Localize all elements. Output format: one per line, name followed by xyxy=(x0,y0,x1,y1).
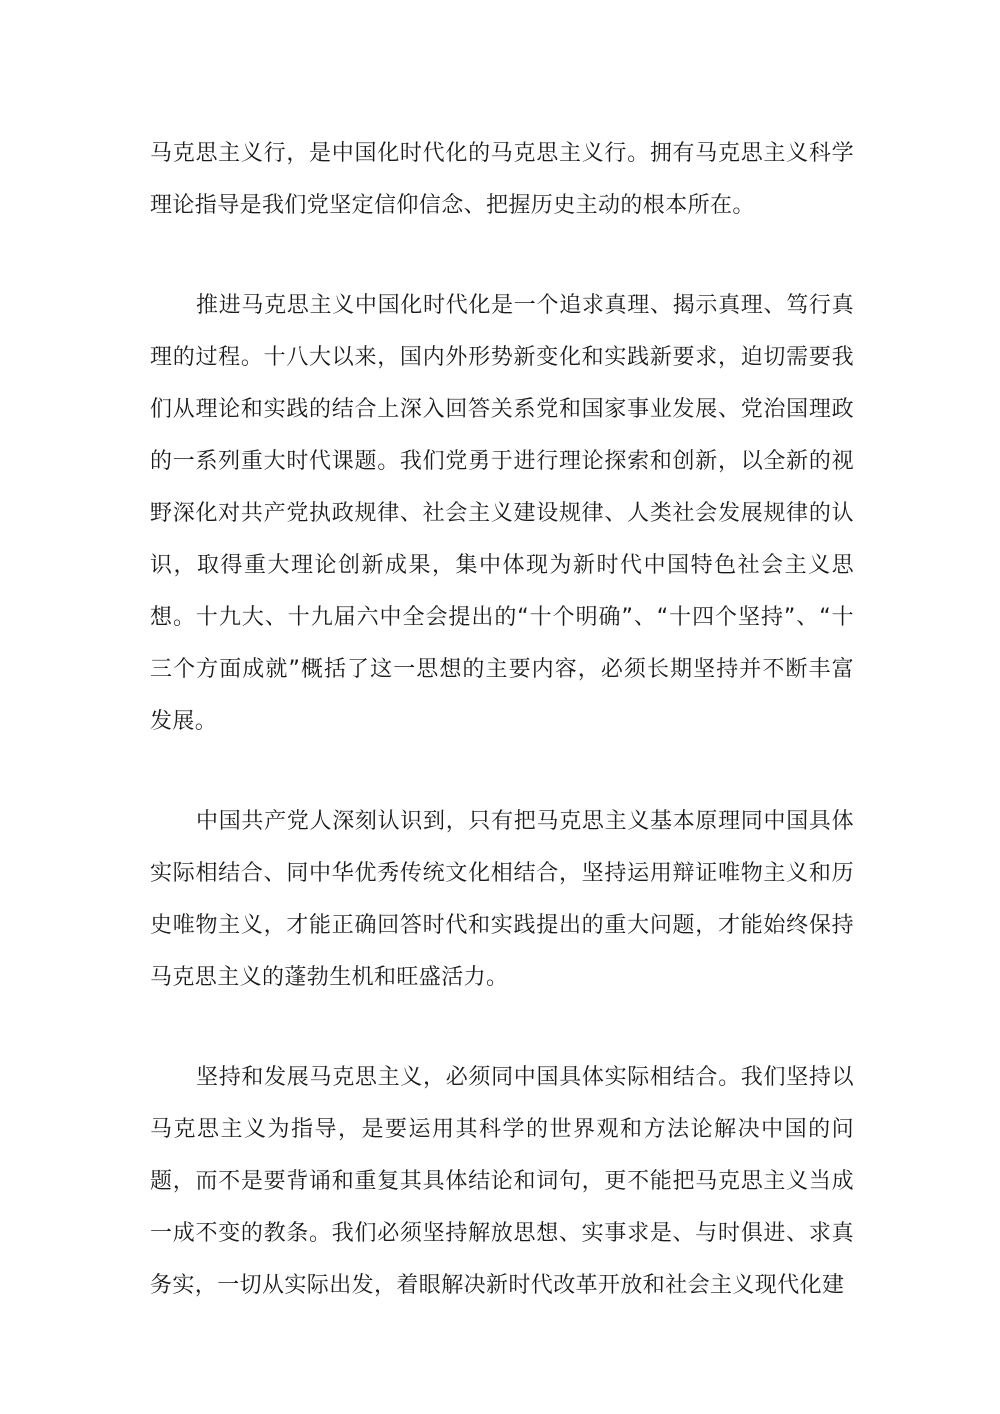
document-body xyxy=(150,128,854,1360)
paragraph-1: 马克思主义行，是中国化时代化的马克思主义行。拥有马克思主义科学理论指导是我们党坚定信仰信念、把握历史主动的根本所在。 xyxy=(150,141,854,218)
paragraph-4: 坚持和发展马克思主义，必须同中国具体实际相结合。我们坚持以马克思主义为指导，是要运用其科学的世界观和方法论解决中国的问题，而不是要背诵和重复其具体结论和词句，更不能把马克思主义当成一成不变的教条。我们必须坚持解放思想、实事求是、与时俱进、求真务实，一切从实际出发，着眼解决新时代改革开放和社会主义现代化建 xyxy=(150,1065,854,1298)
paragraph-2: 推进马克思主义中国化时代化是一个追求真理、揭示真理、笃行真理的过程。十八大以来，国内外形势新变化和实践新要求，迫切需要我们从理论和实践的结合上深入回答关系党和国家事业发展、党治国理政的一系列重大时代课题。我们党勇于进行理论探索和创新，以全新的视野深化对共产党执政规律、社会主义建设规律、人类社会发展规律的认识，取得重大理论创新成果，集中体现为新时代中国特色社会主义思想。十九大、十九届六中全会提出的“十个明确”、“十四个坚持”、“十三个方面成就”概括了这一思想的主要内容，必须长期坚持并不断丰富发展。 xyxy=(150,293,854,734)
paragraph-3: 中国共产党人深刻认识到，只有把马克思主义基本原理同中国具体实际相结合、同中华优秀传统文化相结合，坚持运用辩证唯物主义和历史唯物主义，才能正确回答时代和实践提出的重大问题，才能始终保持马克思主义的蓬勃生机和旺盛活力。 xyxy=(150,809,854,990)
